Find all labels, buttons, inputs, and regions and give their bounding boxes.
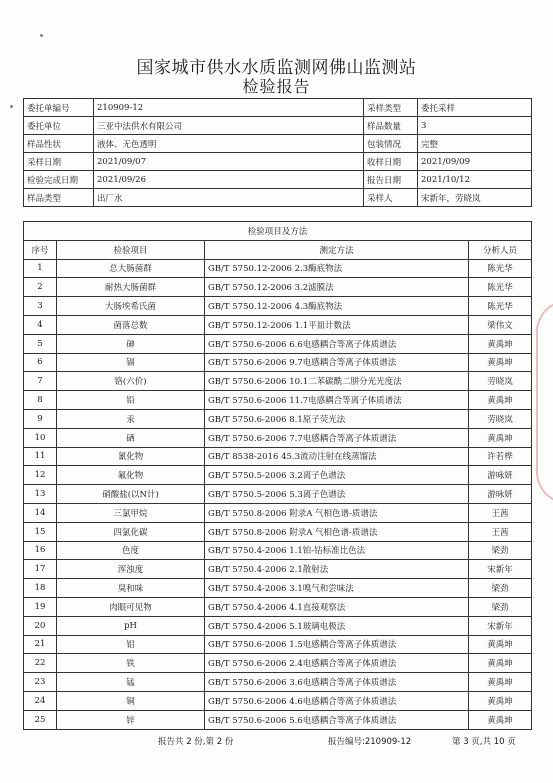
row-item: 总大肠菌群 — [57, 259, 205, 278]
row-no: 24 — [24, 691, 57, 710]
row-no: 21 — [24, 635, 57, 654]
row-no: 6 — [24, 353, 57, 372]
row-item: 铁 — [57, 654, 205, 673]
row-method: GB/T 5750.6-2006 10.1二苯碳酰二肼分光光度法 — [205, 372, 469, 391]
row-item: 肉眼可见物 — [57, 597, 205, 616]
row-item: 铜 — [57, 691, 205, 710]
row-item: pH — [57, 616, 205, 635]
table-row — [24, 616, 532, 635]
row-no: 4 — [24, 315, 57, 334]
row-no: 13 — [24, 485, 57, 504]
row-item: 耐热大肠菌群 — [57, 278, 205, 297]
table-row — [24, 579, 532, 598]
row-method: GB/T 5750.12-2006 3.2滤膜法 — [205, 278, 469, 297]
table-row — [24, 278, 532, 297]
row-analyst: 梁劲 — [469, 597, 532, 616]
table-row — [24, 372, 532, 391]
properties-label: 样品性状 — [24, 135, 94, 153]
col-header-method: 测定方法 — [205, 240, 469, 259]
row-method: GB/T 5750.12-2006 1.1平皿计数法 — [205, 315, 469, 334]
row-item: 浑浊度 — [57, 560, 205, 579]
row-no: 22 — [24, 654, 57, 673]
row-analyst: 梁劲 — [469, 579, 532, 598]
completed-date-label: 检验完成日期 — [24, 171, 94, 189]
row-item: 氰化物 — [57, 447, 205, 466]
table-row — [24, 428, 532, 447]
row-method: GB/T 5750.8-2006 附录A 气相色谱-质谱法 — [205, 503, 469, 522]
client-value: 三亚中法供水有限公司 — [94, 117, 364, 135]
row-item: 铬(六价) — [57, 372, 205, 391]
category-value: 出厂水 — [94, 189, 364, 207]
row-no: 25 — [24, 710, 57, 729]
table-row — [24, 334, 532, 353]
row-item: 菌落总数 — [57, 315, 205, 334]
row-item: 铝 — [57, 635, 205, 654]
row-method: GB/T 5750.5-2006 3.2离子色谱法 — [205, 466, 469, 485]
row-analyst: 梁劲 — [469, 541, 532, 560]
row-no: 19 — [24, 597, 57, 616]
row-no: 15 — [24, 522, 57, 541]
row-item: 臭和味 — [57, 579, 205, 598]
received-date-label: 收样日期 — [364, 153, 418, 171]
table-row — [24, 297, 532, 316]
table-row — [24, 503, 532, 522]
info-row — [24, 189, 532, 207]
row-method: GB/T 5750.4-2006 1.1铂-钴标准比色法 — [205, 541, 469, 560]
row-method: GB/T 5750.6-2006 4.6电感耦合等离子体质谱法 — [205, 691, 469, 710]
col-header-item: 检验项目 — [57, 240, 205, 259]
row-no: 3 — [24, 297, 57, 316]
info-row — [24, 153, 532, 171]
row-method: GB/T 5750.5-2006 5.3离子色谱法 — [205, 485, 469, 504]
row-analyst: 黄禹坤 — [469, 334, 532, 353]
row-no: 18 — [24, 579, 57, 598]
section-title: 检验项目及方法 — [24, 222, 532, 241]
sampler-label: 采样人 — [364, 189, 418, 207]
row-method: GB/T 8538-2016 45.3流动注射在线蒸馏法 — [205, 447, 469, 466]
row-method: GB/T 5750.6-2006 1.5电感耦合等离子体质谱法 — [205, 635, 469, 654]
table-row — [24, 409, 532, 428]
row-analyst: 游咏妍 — [469, 466, 532, 485]
footer-page-info: 第 3 页,共 10 页 — [452, 737, 516, 747]
seal-stamp-edge — [536, 300, 553, 504]
row-item: 砷 — [57, 334, 205, 353]
table-row — [24, 654, 532, 673]
table-row — [24, 315, 532, 334]
row-no: 17 — [24, 560, 57, 579]
sample-info-table — [23, 98, 532, 207]
row-method: GB/T 5750.6-2006 6.6电感耦合等离子体质谱法 — [205, 334, 469, 353]
row-item: 四氯化碳 — [57, 522, 205, 541]
report-date-value: 2021/10/12 — [418, 171, 532, 189]
table-row — [24, 691, 532, 710]
row-analyst: 劳晓岚 — [469, 372, 532, 391]
sample-qty-value: 3 — [418, 117, 532, 135]
row-analyst: 劳晓岚 — [469, 409, 532, 428]
sample-qty-label: 样品数量 — [364, 117, 418, 135]
col-header-analyst: 分析人员 — [469, 240, 532, 259]
row-method: GB/T 5750.12-2006 4.3酶底物法 — [205, 297, 469, 316]
table-row — [24, 259, 532, 278]
entrust-no-value: 210909-12 — [94, 99, 364, 117]
row-analyst: 黄禹坤 — [469, 710, 532, 729]
row-analyst: 陈光华 — [469, 278, 532, 297]
row-item: 镉 — [57, 353, 205, 372]
row-analyst: 许若桦 — [469, 447, 532, 466]
table-row — [24, 673, 532, 692]
row-item: 氟化物 — [57, 466, 205, 485]
row-method: GB/T 5750.6-2006 7.7电感耦合等离子体质谱法 — [205, 428, 469, 447]
table-row — [24, 541, 532, 560]
table-row — [24, 597, 532, 616]
packaging-label: 包装情况 — [364, 135, 418, 153]
row-item: 铅 — [57, 391, 205, 410]
row-method: GB/T 5750.6-2006 5.6电感耦合等离子体质谱法 — [205, 710, 469, 729]
row-analyst: 梁伟文 — [469, 315, 532, 334]
properties-value: 液体、无色透明 — [94, 135, 364, 153]
row-no: 5 — [24, 334, 57, 353]
col-header-no: 序号 — [24, 240, 57, 259]
row-method: GB/T 5750.6-2006 8.1原子荧光法 — [205, 409, 469, 428]
row-no: 12 — [24, 466, 57, 485]
row-analyst: 宋新年 — [469, 616, 532, 635]
row-no: 7 — [24, 372, 57, 391]
received-date-value: 2021/09/09 — [418, 153, 532, 171]
row-no: 10 — [24, 428, 57, 447]
report-date-label: 报告日期 — [364, 171, 418, 189]
row-item: 锌 — [57, 710, 205, 729]
row-analyst: 黄禹坤 — [469, 391, 532, 410]
row-method: GB/T 5750.6-2006 3.6电感耦合等离子体质谱法 — [205, 673, 469, 692]
row-no: 20 — [24, 616, 57, 635]
row-no: 2 — [24, 278, 57, 297]
client-label: 委托单位 — [24, 117, 94, 135]
sampling-date-value: 2021/09/07 — [94, 153, 364, 171]
table-header-row — [24, 240, 532, 259]
row-analyst: 黄禹坤 — [469, 635, 532, 654]
category-label: 样品类型 — [24, 189, 94, 207]
row-analyst: 王茜 — [469, 503, 532, 522]
row-no: 16 — [24, 541, 57, 560]
row-item: 色度 — [57, 541, 205, 560]
row-item: 锰 — [57, 673, 205, 692]
row-analyst: 游咏妍 — [469, 485, 532, 504]
table-row — [24, 447, 532, 466]
table-row — [24, 522, 532, 541]
row-method: GB/T 5750.6-2006 11.7电感耦合等离子体质谱法 — [205, 391, 469, 410]
sample-type-value: 委托采样 — [418, 99, 532, 117]
table-row — [24, 391, 532, 410]
row-method: GB/T 5750.6-2006 9.7电感耦合等离子体质谱法 — [205, 353, 469, 372]
completed-date-value: 2021/09/26 — [94, 171, 364, 189]
info-row — [24, 171, 532, 189]
row-method: GB/T 5750.6-2006 2.4电感耦合等离子体质谱法 — [205, 654, 469, 673]
row-item: 汞 — [57, 409, 205, 428]
row-no: 9 — [24, 409, 57, 428]
section-title-row — [24, 222, 532, 241]
row-analyst: 黄禹坤 — [469, 691, 532, 710]
row-no: 11 — [24, 447, 57, 466]
row-no: 8 — [24, 391, 57, 410]
row-analyst: 黄禹坤 — [469, 428, 532, 447]
row-analyst: 黄禹坤 — [469, 673, 532, 692]
packaging-value: 完整 — [418, 135, 532, 153]
row-method: GB/T 5750.8-2006 附录A 气相色谱-质谱法 — [205, 522, 469, 541]
row-analyst: 黄禹坤 — [469, 654, 532, 673]
row-method: GB/T 5750.12-2006 2.3酶底物法 — [205, 259, 469, 278]
row-no: 23 — [24, 673, 57, 692]
row-method: GB/T 5750.4-2006 4.1直接观察法 — [205, 597, 469, 616]
footer-report-no: 报告编号:210909-12 — [328, 737, 412, 747]
row-no: 14 — [24, 503, 57, 522]
row-item: 三氯甲烷 — [57, 503, 205, 522]
row-method: GB/T 5750.4-2006 3.1嗅气和尝味法 — [205, 579, 469, 598]
sample-type-label: 采样类型 — [364, 99, 418, 117]
info-row — [24, 135, 532, 153]
row-no: 1 — [24, 259, 57, 278]
table-row — [24, 635, 532, 654]
row-analyst: 宋新年 — [469, 560, 532, 579]
table-row — [24, 485, 532, 504]
row-method: GB/T 5750.4-2006 5.1玻璃电极法 — [205, 616, 469, 635]
footer-report-copies: 报告共 2 份,第 2 份 — [158, 737, 234, 747]
row-analyst: 陈光华 — [469, 297, 532, 316]
table-row — [24, 353, 532, 372]
row-analyst: 陈光华 — [469, 259, 532, 278]
table-row — [24, 560, 532, 579]
info-row — [24, 117, 532, 135]
row-analyst: 黄禹坤 — [469, 353, 532, 372]
info-row — [24, 99, 532, 117]
row-item: 硝酸盐(以N计) — [57, 485, 205, 504]
sampler-value: 宋新年，劳晓岚 — [418, 189, 532, 207]
row-analyst: 王茜 — [469, 522, 532, 541]
table-row — [24, 466, 532, 485]
row-method: GB/T 5750.4-2006 2.1散射法 — [205, 560, 469, 579]
report-title: 国家城市供水水质监测网佛山监测站 — [136, 58, 417, 78]
test-items-table — [23, 221, 532, 730]
report-subtitle: 检验报告 — [242, 77, 311, 96]
sampling-date-label: 采样日期 — [24, 153, 94, 171]
row-item: 硒 — [57, 428, 205, 447]
row-item: 大肠埃希氏菌 — [57, 297, 205, 316]
table-row — [24, 710, 532, 729]
punch-hole-mark — [10, 105, 13, 108]
punch-hole-mark — [40, 34, 43, 37]
entrust-no-label: 委托单编号 — [24, 99, 94, 117]
